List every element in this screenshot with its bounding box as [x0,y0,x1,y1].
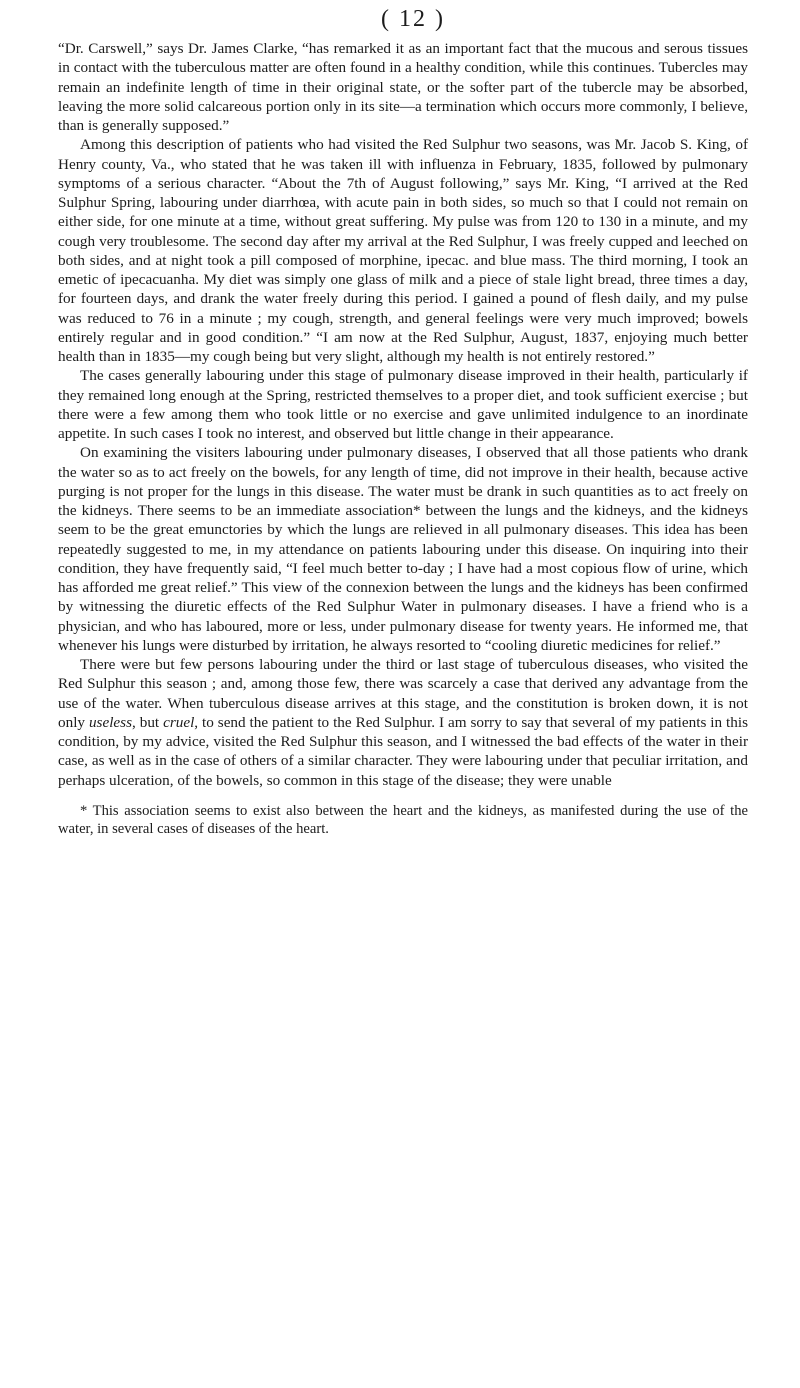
page-number: ( 12 ) [381,6,445,32]
emphasis-cruel: cruel [163,713,195,731]
footnote [58,802,748,839]
footnote-mark: * [80,802,88,819]
third-stage-text-1: There were but few persons labouring under the third or last stage of tuberculous diseases, who visited the Red Sulphur this season ; and, among those few, there was scarcely a case that derived any advantage from the use of the water. When tuberculous disease arrives at this stage, and the constitution is broken down, it is not only [58,656,748,731]
paragraph-carswell-quote: “Dr. Carswell,” says Dr. James Clarke, “has remarked it as an important fact that the mucous and serous tissues in contact with the tuberculous matter are often found in a healthy condition, while this continues. Tubercles may remain an indefinite length of time in their original state, or the softer part of the tubercle may be absorbed, leaving the more solid calcareous portion only in its site—a termination which occurs more commonly, I believe, than is generally supposed.” [58,40,748,134]
document-page [58,6,748,839]
paragraph-third-stage [58,655,748,790]
paragraph-improvement-cases: The cases generally labouring under this stage of pulmonary disease improved in their health, particularly if they remained long enough at the Spring, restricted themselves to a proper diet, and took sufficient exercise ; but there were a few among them who took little or no exercise and gave unlimited indulgence to an inordinate appetite. In such cases I took no interest, and observed but little change in their appearance. [58,367,748,442]
emphasis-useless: useless [88,713,132,731]
footnote-text: This association seems to exist also between the heart and the kidneys, as manifested during the use of the water, in several cases of diseases of the heart. [58,802,748,838]
paragraph-king-case: Among this description of patients who had visited the Red Sulphur two seasons, was Mr. Jacob S. King, of Henry county, Va., who stated that he was taken ill with influenza in February, 1835, followed by pulmonary symptoms of a serious character. “About the 7th of August following,” says Mr. King, “I arrived at the Red Sulphur Spring, labouring under diarrhœa, with acute pain in both sides, so much so that I could not remain on either side, for one minute at a time, without great suffering. My pulse was from 120 to 130 in a minute, and my cough very troublesome. The second day after my arrival at the Red Sulphur, I was freely cupped and leeched on both sides, and at night took a pill composed of morphine, ipecac. and blue mass. The third morning, I took an emetic of ipecacuanha. My diet was simply one glass of milk and a piece of stale light bread, three times a day, for fourteen days, and drank the water freely during this period. I gained a pound of flesh daily, and my pulse was reduced to 76 in a minute ; my cough, strength, and general feelings were very much improved; bowels entirely regular and in good condition.” “I am now at the Red Sulphur, August, 1837, enjoying much better health than in 1835—my cough being but very slight, although my health is not entirely restored.” [58,136,748,365]
third-stage-text-2: , but [131,713,164,731]
paragraph-kidney-association: On examining the visiters labouring under pulmonary diseases, I observed that all those patients who drank the water so as to act freely on the bowels, for any length of time, did not improve in their health, because active purging is not proper for the lungs in this disease. The water must be drank in such quantities as to act freely on the kidneys. There seems to be an immediate association* between the lungs and the kidneys, and the kidneys seem to be the great emunctories by which the lungs are relieved in all pulmonary diseases. This idea has been repeatedly suggested to me, in my attendance on patients labouring under this disease. On inquiring into their condition, they have frequently said, “I feel much better to-day ; I have had a most copious flow of urine, which has afforded me great relief.” This view of the connexion between the lungs and the kidneys has been confirmed by witnessing the diuretic effects of the Red Sulphur Water in pulmonary diseases. I have a friend who is a physician, and who has laboured, more or less, under pulmonary disease for twenty years. He informed me, that whenever his lungs were disturbed by irritation, he always resorted to “cooling diuretic medicines for relief.” [58,444,748,654]
third-stage-text-3: , to send the patient to the Red Sulphur. I am sorry to say that several of my patients in this condition, by my advice, visited the Red Sulphur this season, and I witnessed the bad effects of the water in their case, as well as in the case of others of a similar character. They were labouring under that peculiar irritation, and perhaps ulceration, of the bowels, so common in this stage of the disease; they were unable [58,713,748,789]
body-text [58,39,748,790]
